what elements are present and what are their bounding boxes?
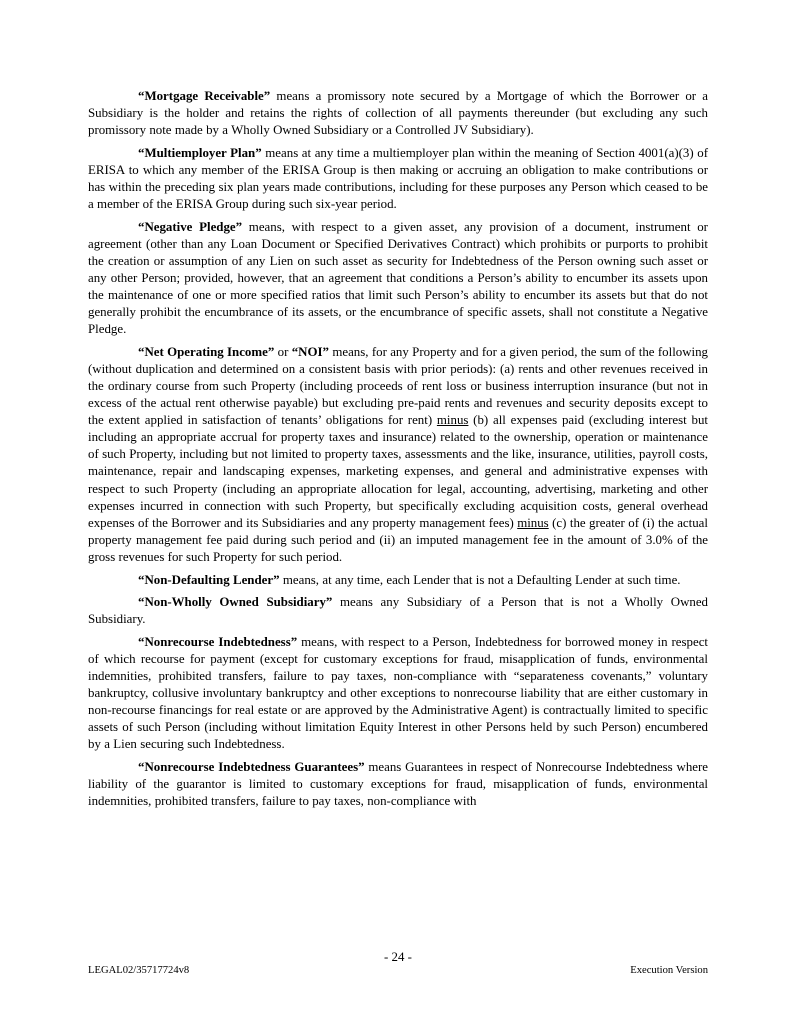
- definition-multiemployer-plan: [88, 145, 708, 213]
- definition-text: means, with respect to a given asset, any provision of a document, instrument or agreement (other than any Loan Document or Specified Derivatives Contract) which prohibits or purports to prohibit the creation or assumption of any Lien on such asset as security for Indebtedness of the Person owning such asset or any other Person; provided, however, that an agreement that conditions a Person’s ability to encumber its assets upon the maintenance of one or more specified ratios that limit such Person’s ability to encumber its assets but that do not generally prohibit the encumbrance of its assets, or the encumbrance of specific assets, shall not constitute a Negative Pledge.: [88, 219, 708, 337]
- definition-net-operating-income: [88, 344, 708, 566]
- defined-term: “Net Operating Income”: [138, 344, 275, 359]
- definition-non-defaulting-lender: [88, 572, 708, 589]
- defined-term: “Nonrecourse Indebtedness”: [138, 634, 298, 649]
- definition-non-wholly-owned-subsidiary: [88, 594, 708, 628]
- definition-text-part-two: (b) all expenses paid (excluding interest but including an appropriate accrual for property taxes and insurance) related to the ownership, operation or maintenance of such Property, including but not limited to property taxes, assessments and the like, insurance, utilities, payroll costs, maintenance, repair and landscaping expenses, marketing expenses, and general and administrative expenses with respect to such Property (including an appropriate allocation for legal, accounting, advertising, marketing and other expenses incurred in connection with such Property, but specifically excluding acquisition costs, general overhead expenses of the Borrower and its Subsidiaries and any property management fees): [88, 413, 708, 530]
- minus-operator: minus: [436, 413, 469, 428]
- page-number: - 24 -: [384, 950, 412, 964]
- document-version-label: Execution Version: [630, 965, 708, 976]
- defined-term: “Negative Pledge”: [138, 219, 243, 234]
- defined-term: “Nonrecourse Indebtedness Guarantees”: [138, 759, 365, 774]
- definition-nonrecourse-indebtedness: [88, 634, 708, 754]
- definition-negative-pledge: [88, 219, 708, 339]
- document-body: [88, 88, 708, 810]
- defined-term: “Non-Defaulting Lender”: [138, 572, 280, 587]
- defined-term-abbreviation: “NOI”: [291, 344, 329, 359]
- defined-term: “Multiemployer Plan”: [138, 145, 262, 160]
- definition-text-part-one: means, for any Property and for a given period, the sum of the following (without duplication and determined on a consistent basis with prior periods): (a) rents and other revenues received in the ordinary course from such Property (including proceeds of rent loss or business interruption insurance (but not in excess of the actual rent otherwise payable) but excluding pre-paid rents and revenues and security deposits except to the extent applied in satisfaction of tenants’ obligations for rent): [88, 344, 709, 428]
- defined-term: “Mortgage Receivable”: [138, 89, 271, 103]
- definition-connector: or: [274, 344, 292, 359]
- definition-text: means, at any time, each Lender that is not a Defaulting Lender at such time.: [279, 572, 681, 587]
- minus-operator: minus: [517, 515, 549, 530]
- definition-text-part-three: (c) the greater of (i) the actual property management fee paid during such period and (ii) an imputed management fee in the amount of 3.0% of the gross revenues for such Property for such period.: [88, 515, 708, 564]
- definition-text: means Guarantees in respect of Nonrecourse Indebtedness where liability of the guarantor is limited to customary exceptions for fraud, misapplication of funds, environmental indemnities, prohibited transfers, failure to pay taxes, non-compliance with: [88, 759, 708, 809]
- defined-term: “Non-Wholly Owned Subsidiary”: [138, 595, 333, 610]
- definition-text: means, with respect to a Person, Indebtedness for borrowed money in respect of which recourse for payment (except for customary exceptions for fraud, misapplication of funds, environmental indemnities, prohibited transfers, failure to pay taxes, non-compliance with “separateness covenants,” voluntary bankruptcy, collusive involuntary bankruptcy and other exceptions to nonrecourse liability that are either customary in non-recourse financings for real estate or are approved by the Administrative Agent) is contractually limited to specific assets of such Person (including without limitation Equity Interest in other Persons held by such Person) encumbered by a Lien securing such Indebtedness.: [88, 634, 709, 752]
- definition-nonrecourse-indebtedness-guarantees: [88, 759, 708, 810]
- definition-text: means any Subsidiary of a Person that is not a Wholly Owned Subsidiary.: [88, 595, 708, 627]
- definition-mortgage-receivable: [88, 88, 708, 139]
- document-reference-id: LEGAL02/35717724v8: [88, 965, 190, 976]
- definition-text: means at any time a multiemployer plan within the meaning of Section 4001(a)(3) of ERISA to which any member of the ERISA Group is then making or accruing an obligation to make contributions or has within the preceding six plan years made contributions, including for these purposes any Person which ceased to be a member of the ERISA Group during such six-year period.: [88, 145, 708, 212]
- page-footer: [88, 950, 708, 976]
- definition-text: means a promissory note secured by a Mortgage of which the Borrower or a Subsidiary is the holder and retains the rights of collection of all payments thereunder (but excluding any such promissory note made by a Wholly Owned Subsidiary or a Controlled JV Subsidiary).: [88, 89, 708, 138]
